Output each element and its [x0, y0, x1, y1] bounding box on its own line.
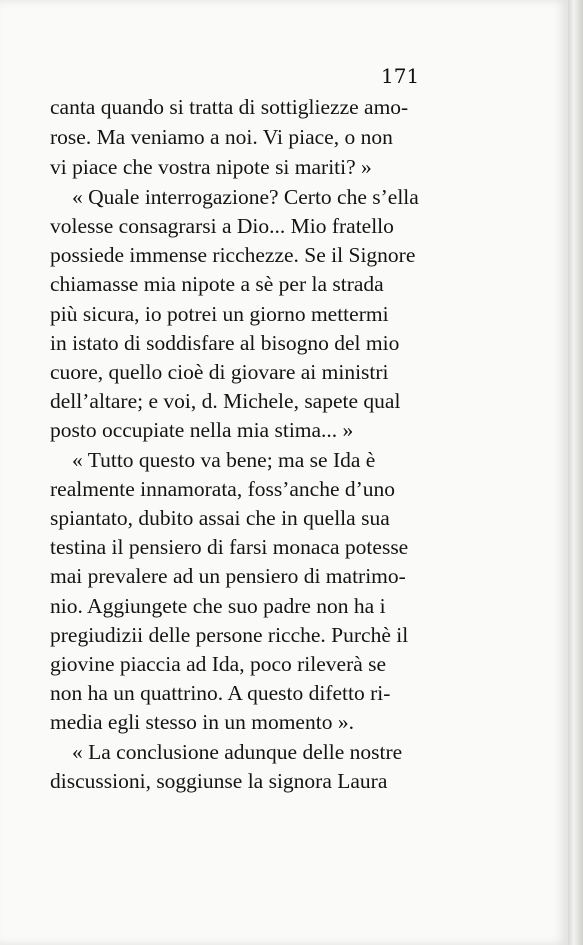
- text-line: volesse consagrarsi a Dio... Mio fratello: [50, 214, 394, 238]
- text-line: possiede immense ricchezze. Se il Signore: [50, 243, 416, 267]
- text-line: cuore, quello cioè di giovare ai ministri: [50, 360, 389, 384]
- text-line: non ha un quattrino. A questo difetto ri-: [50, 681, 391, 705]
- text-line: « Tutto questo va bene; ma se Ida è: [72, 448, 376, 472]
- text-line: testina il pensiero di farsi monaca potesse: [50, 535, 409, 559]
- text-line: spiantato, dubito assai che in quella sua: [50, 506, 390, 530]
- text-line: discussioni, soggiunse la signora Laura: [50, 769, 388, 793]
- text-line: dell’altare; e voi, d. Michele, sapete qual: [50, 389, 401, 413]
- text-line: vi piace che vostra nipote si mariti? »: [50, 155, 372, 179]
- text-line: mai prevalere ad un pensiero di matrimo-: [50, 564, 406, 588]
- text-line: « Quale interrogazione? Certo che s’ella: [72, 185, 419, 209]
- text-line: in istato di soddisfare al bisogno del mio: [50, 331, 400, 355]
- text-line: « La conclusione adunque delle nostre: [72, 740, 403, 764]
- text-line: giovine piaccia ad Ida, poco rileverà se: [50, 652, 387, 676]
- text-line: rose. Ma veniamo a noi. Vi piace, o non: [50, 125, 393, 149]
- page-edge: [568, 0, 583, 945]
- text-line: nio. Aggiungete che suo padre non ha i: [50, 594, 386, 618]
- text-line: media egli stesso in un momento ».: [50, 710, 354, 734]
- text-line: posto occupiate nella mia stima... »: [50, 418, 354, 442]
- text-line: più sicura, io potrei un giorno mettermi: [50, 302, 389, 326]
- text-line: realmente innamorata, foss’anche d’uno: [50, 477, 396, 501]
- text-line: pregiudizii delle persone ricche. Purchè il: [50, 623, 409, 647]
- text-line: chiamasse mia nipote a sè per la strada: [50, 272, 384, 296]
- page-number: 171: [381, 64, 420, 88]
- text-line: canta quando si tratta di sottigliezze amo-: [50, 95, 409, 119]
